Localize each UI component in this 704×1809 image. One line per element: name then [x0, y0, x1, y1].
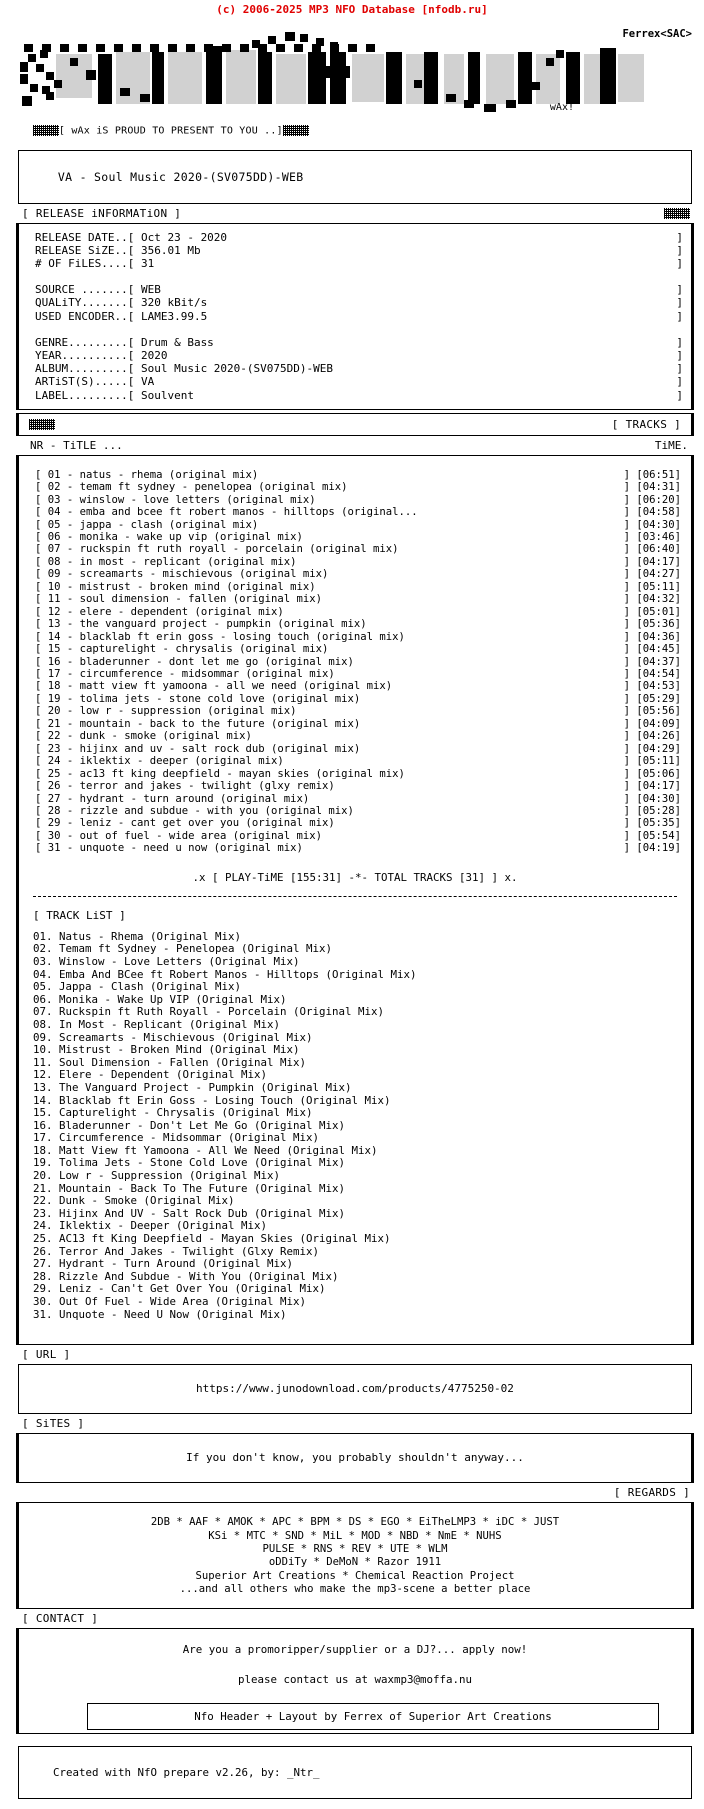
- track-title: [ 16 - bladerunner - dont let me go (original mix): [35, 655, 354, 668]
- track-title: [ 05 - jappa - clash (original mix): [35, 518, 259, 531]
- release-info-key: SOURCE .......[ WEB: [35, 283, 161, 297]
- track-time: ] [04:27]: [623, 568, 681, 581]
- track-list-item: 14. Blacklab ft Erin Goss - Losing Touch (Original Mix): [33, 1093, 391, 1107]
- created-with-box: [18, 1746, 692, 1799]
- release-info-row: [35, 362, 683, 375]
- track-list-item: 27. Hydrant - Turn Around (Original Mix): [33, 1257, 294, 1271]
- track-list-item: 23. Hijinx And UV - Salt Rock Dub (Original Mix): [33, 1206, 346, 1220]
- url-frame: [18, 1364, 692, 1414]
- contact-frame: [18, 1628, 692, 1734]
- track-row: [35, 730, 681, 742]
- created-with-text: Created with NfO prepare v2.26, by: _Ntr_: [53, 1765, 320, 1779]
- nfodb-copyright-banner: (c) 2006-2025 MP3 NFO Database [nfodb.ru]: [216, 3, 488, 16]
- track-row: [35, 693, 681, 705]
- track-title: [ 08 - in most - replicant (original mix): [35, 555, 297, 568]
- track-list-item: 06. Monika - Wake Up VIP (Original Mix): [33, 992, 287, 1006]
- release-info-row: [35, 389, 683, 402]
- track-title: [ 14 - blacklab ft erin goss - losing touch (original mix): [35, 630, 405, 643]
- regards-frame: [18, 1502, 692, 1608]
- track-time: ] [04:58]: [623, 506, 681, 519]
- track-time: ] [03:46]: [623, 531, 681, 543]
- track-row: [35, 793, 681, 805]
- release-info-frame: [18, 223, 692, 410]
- track-list-item: 05. Jappa - Clash (Original Mix): [33, 980, 242, 994]
- release-info-row: [35, 349, 683, 362]
- track-title: [ 30 - out of fuel - wide area (original mix): [35, 829, 323, 842]
- track-list-item: 18. Matt View ft Yamoona - All We Need (Original Mix): [33, 1143, 378, 1157]
- track-row: [35, 668, 681, 680]
- dither-block-icon-3: [664, 208, 690, 219]
- release-info-section-label: [0, 204, 704, 223]
- track-title: [ 12 - elere - dependent (original mix): [35, 605, 284, 618]
- track-title: [ 10 - mistrust - broken mind (original mix): [35, 580, 316, 593]
- track-row: [35, 755, 681, 767]
- track-title: [ 06 - monika - wake up vip (original mix): [35, 531, 303, 543]
- divider-rule: [33, 896, 677, 897]
- track-list-item: 28. Rizzle And Subdue - With You (Original Mix): [33, 1269, 339, 1283]
- release-info-row: [35, 244, 683, 257]
- track-time: ] [04:29]: [623, 742, 681, 755]
- track-list-item: 24. Iklektix - Deeper (Original Mix): [33, 1219, 268, 1233]
- track-title: [ 23 - hijinx and uv - salt rock dub (original mix): [35, 742, 361, 755]
- track-time: ] [04:37]: [623, 655, 681, 668]
- track-time: ] [05:35]: [623, 817, 681, 830]
- release-info-end-bracket: ]: [676, 335, 683, 349]
- release-info-key: RELEASE DATE..[ Oct 23 - 2020: [35, 230, 228, 244]
- artist-signature: Ferrex<SAC>: [622, 28, 692, 40]
- track-row: [35, 780, 681, 792]
- track-title: [ 03 - winslow - love letters (original mix): [35, 493, 316, 506]
- track-title: [ 31 - unquote - need u now (original mix): [35, 842, 303, 855]
- release-info-row: [35, 283, 683, 296]
- tracks-column-header: [0, 436, 704, 455]
- track-title: [ 24 - iklektix - deeper (original mix): [35, 755, 284, 768]
- url-label-text: [ URL ]: [22, 1348, 71, 1362]
- track-title: [ 22 - dunk - smoke (original mix): [35, 730, 252, 743]
- track-time: ] [04:31]: [623, 481, 681, 494]
- track-list-item: 19. Tolima Jets - Stone Cold Love (Original Mix): [33, 1156, 346, 1170]
- track-list-item: 16. Bladerunner - Don't Let Me Go (Original Mix): [33, 1118, 346, 1132]
- track-time: ] [04:53]: [623, 680, 681, 693]
- release-info-key: USED ENCODER..[ LAME3.99.5: [35, 309, 208, 323]
- track-list-heading: [ TRACK LiST ]: [33, 908, 126, 922]
- track-time: ] [06:40]: [623, 543, 681, 556]
- track-list-item: 30. Out Of Fuel - Wide Area (Original Mix): [33, 1295, 307, 1308]
- contact-label-text: [ CONTACT ]: [22, 1611, 99, 1625]
- track-row: [35, 494, 681, 506]
- playtime-summary: .x [ PLAY-TiME [155:31] -*- TOTAL TRACKS [31] ] x.: [192, 870, 518, 884]
- ascii-logo-art: [0, 18, 704, 114]
- track-title: [ 01 - natus - rhema (original mix): [35, 468, 259, 481]
- tracks-section-label: [27, 417, 683, 432]
- track-list-item: 02. Temam ft Sydney - Penelopea (Original Mix): [33, 942, 333, 956]
- sites-frame: [18, 1433, 692, 1483]
- release-info-end-bracket: ]: [676, 388, 683, 402]
- track-title: [ 25 - ac13 ft king deepfield - mayan skies (original mix): [35, 767, 405, 780]
- contact-line[interactable]: please contact us at waxmp3@moffa.nu: [237, 1672, 472, 1686]
- track-time: ] [05:28]: [623, 804, 681, 817]
- regards-line: ...and all others who make the mp3-scene a better place: [179, 1583, 531, 1596]
- track-row: [35, 556, 681, 568]
- track-time: ] [04:54]: [623, 667, 681, 680]
- release-info-list: [27, 227, 683, 406]
- sites-label-text: [ SiTES ]: [22, 1417, 85, 1431]
- release-info-key: QUALiTY.......[ 320 kBit/s: [35, 296, 208, 310]
- contact-lines: [27, 1632, 683, 1697]
- dither-block-icon: [33, 125, 59, 136]
- regards-line: 2DB * AAF * AMOK * APC * BPM * DS * EGO * EiTheLMP3 * iDC * JUST: [150, 1516, 560, 1529]
- track-list-item: 12. Elere - Dependent (Original Mix): [33, 1068, 268, 1082]
- track-time: ] [05:06]: [623, 767, 681, 780]
- release-info-row: [35, 296, 683, 309]
- tracks-frame: [18, 455, 692, 1345]
- release-info-end-bracket: ]: [676, 283, 683, 297]
- dither-block-icon-4: [29, 419, 55, 430]
- release-info-key: LABEL.........[ Soulvent: [35, 388, 194, 402]
- track-row: [35, 656, 681, 668]
- track-row: [35, 643, 681, 655]
- track-list-item: 04. Emba And BCee ft Robert Manos - Hilltops (Original Mix): [33, 967, 417, 981]
- tracks-col-time: TiME.: [654, 438, 688, 452]
- track-list-item: 01. Natus - Rhema (Original Mix): [33, 929, 242, 943]
- release-info-key: GENRE.........[ Drum & Bass: [35, 335, 214, 349]
- track-row: [35, 593, 681, 605]
- track-row: [35, 743, 681, 755]
- release-info-row: [35, 310, 683, 323]
- tracks-col-nr-title: NR - TiTLE ...: [30, 438, 123, 452]
- track-time: ] [05:54]: [623, 829, 681, 842]
- sites-text: If you don't know, you probably shouldn't anyway...: [186, 1451, 524, 1465]
- track-time: ] [04:32]: [623, 593, 681, 606]
- track-title: [ 04 - emba and bcee ft robert manos - hilltops (original...: [35, 506, 418, 519]
- release-info-end-bracket: ]: [676, 230, 683, 244]
- release-title: VA - Soul Music 2020-(SV075DD)-WEB: [57, 169, 304, 184]
- release-info-row: [35, 257, 683, 270]
- track-time: ] [05:56]: [623, 705, 681, 718]
- release-info-key: YEAR..........[ 2020: [35, 348, 168, 362]
- track-row: [35, 531, 681, 543]
- track-list-item: 17. Circumference - Midsommar (Original Mix): [33, 1131, 320, 1145]
- track-title: [ 17 - circumference - midsommar (original mix): [35, 667, 335, 680]
- track-time: ] [05:01]: [623, 605, 681, 618]
- track-row: [35, 830, 681, 842]
- regards-line: Superior Art Creations * Chemical Reaction Project: [195, 1569, 515, 1582]
- track-list-item: 07. Ruckspin ft Ruth Royall - Porcelain (Original Mix): [33, 1005, 385, 1019]
- track-row: [35, 481, 681, 493]
- contact-line: Are you a promoripper/supplier or a DJ?... apply now!: [182, 1642, 528, 1656]
- track-time: ] [04:26]: [623, 730, 681, 743]
- track-row: [35, 543, 681, 555]
- track-list-names: [27, 931, 683, 1341]
- regards-section-label: [0, 1483, 704, 1502]
- track-title: [ 02 - temam ft sydney - penelopea (original mix): [35, 481, 348, 494]
- track-list-item: 03. Winslow - Love Letters (Original Mix): [33, 954, 300, 968]
- track-list-item: 15. Capturelight - Chrysalis (Original Mix): [33, 1106, 313, 1120]
- tracks-list: [27, 459, 683, 859]
- url-value[interactable]: https://www.junodownload.com/products/4775250-02: [196, 1382, 514, 1396]
- track-time: ] [05:29]: [623, 692, 681, 705]
- ascii-logo-block: [0, 18, 704, 114]
- track-time: ] [04:09]: [623, 717, 681, 730]
- release-info-row: [35, 231, 683, 244]
- present-text: [ wAx iS PROUD TO PRESENT TO YOU ..]: [58, 125, 283, 137]
- track-title: [ 13 - the vanguard project - pumpkin (original mix): [35, 618, 367, 631]
- regards-line: KSi * MTC * SND * MiL * MOD * NBD * NmE * NUHS: [208, 1529, 502, 1542]
- track-title: [ 11 - soul dimension - fallen (original mix): [35, 593, 323, 606]
- track-row: [35, 469, 681, 481]
- release-title-box: [18, 150, 692, 204]
- layout-credit: Nfo Header + Layout by Ferrex of Superior Art Creations: [87, 1703, 659, 1730]
- tracks-label-frame: [18, 413, 692, 436]
- track-row: [35, 817, 681, 829]
- track-time: ] [04:36]: [623, 630, 681, 643]
- contact-line: [27, 1657, 683, 1672]
- release-info-key: ALBUM.........[ Soul Music 2020-(SV075DD)-WEB: [35, 362, 334, 376]
- dither-block-icon-2: [283, 125, 309, 136]
- track-row: [35, 805, 681, 817]
- release-info-row: [35, 375, 683, 388]
- track-list-item: 29. Leniz - Can't Get Over You (Original Mix): [33, 1282, 326, 1296]
- tracks-label-text: [ TRACKS ]: [611, 417, 681, 431]
- release-info-key: ARTiST(S).....[ VA: [35, 375, 155, 389]
- track-title: [ 20 - low r - suppression (original mix): [35, 705, 297, 718]
- track-row: [35, 618, 681, 630]
- track-time: ] [04:17]: [623, 780, 681, 793]
- track-row: [35, 680, 681, 692]
- track-time: ] [05:11]: [623, 580, 681, 593]
- release-info-end-bracket: ]: [676, 243, 683, 257]
- track-row: [35, 606, 681, 618]
- track-list-item: 21. Mountain - Back To The Future (Original Mix): [33, 1181, 346, 1195]
- track-time: ] [06:51]: [623, 468, 681, 481]
- track-time: ] [04:45]: [623, 643, 681, 656]
- track-time: ] [06:20]: [623, 493, 681, 506]
- track-list-item: 22. Dunk - Smoke (Original Mix): [33, 1194, 235, 1208]
- regards-list: [27, 1506, 683, 1604]
- release-info-key: # OF FiLES....[ 31: [35, 256, 155, 270]
- info-spacer: [35, 323, 683, 336]
- release-info-end-bracket: ]: [676, 309, 683, 323]
- regards-line: oDDiTy * DeMoN * Razor 1911: [268, 1556, 442, 1569]
- track-time: ] [04:17]: [623, 555, 681, 568]
- track-title: [ 07 - ruckspin ft ruth royall - porcelain (original mix): [35, 543, 399, 556]
- url-section-label: [0, 1345, 704, 1364]
- release-info-end-bracket: ]: [676, 296, 683, 310]
- track-list-item: 20. Low r - Suppression (Original Mix): [33, 1169, 281, 1183]
- track-title: [ 18 - matt view ft yamoona - all we need (original mix): [35, 680, 393, 693]
- track-row: [35, 768, 681, 780]
- release-info-end-bracket: ]: [676, 348, 683, 362]
- release-info-end-bracket: ]: [676, 256, 683, 270]
- contact-section-label: [0, 1609, 704, 1628]
- track-title: [ 09 - screamarts - mischievous (original mix): [35, 568, 329, 581]
- sites-section-label: [0, 1414, 704, 1433]
- track-row: [35, 842, 681, 854]
- track-time: ] [04:30]: [623, 518, 681, 531]
- track-list-item: 13. The Vanguard Project - Pumpkin (Original Mix): [33, 1080, 352, 1094]
- track-title: [ 29 - leniz - cant get over you (original mix): [35, 817, 335, 830]
- track-row: [35, 568, 681, 580]
- track-title: [ 15 - capturelight - chrysalis (original mix): [35, 643, 329, 656]
- track-list-item: 08. In Most - Replicant (Original Mix): [33, 1017, 281, 1031]
- release-info-row: [35, 336, 683, 349]
- release-info-end-bracket: ]: [676, 375, 683, 389]
- info-spacer: [35, 270, 683, 283]
- release-info-key: RELEASE SiZE..[ 356.01 Mb: [35, 243, 201, 257]
- track-list-item: 25. AC13 ft King Deepfield - Mayan Skies (Original Mix): [33, 1232, 391, 1246]
- track-row: [35, 718, 681, 730]
- release-info-label-text: [ RELEASE iNFORMATiON ]: [22, 206, 182, 220]
- track-row: [35, 519, 681, 531]
- track-time: ] [04:30]: [623, 792, 681, 805]
- proud-to-present-line: [0, 114, 704, 148]
- track-time: ] [04:19]: [623, 842, 681, 855]
- track-list-item: 31. Unquote - Need U Now (Original Mix): [33, 1307, 287, 1321]
- track-title: [ 27 - hydrant - turn around (original mix): [35, 792, 310, 805]
- track-time: ] [05:11]: [623, 755, 681, 768]
- track-row: [35, 506, 681, 518]
- track-list-item: 10. Mistrust - Broken Mind (Original Mix): [33, 1043, 300, 1057]
- track-title: [ 19 - tolima jets - stone cold love (original mix): [35, 692, 361, 705]
- release-info-end-bracket: ]: [676, 362, 683, 376]
- track-time: ] [05:36]: [623, 618, 681, 631]
- track-row: [35, 631, 681, 643]
- track-title: [ 21 - mountain - back to the future (original mix): [35, 717, 361, 730]
- track-row: [35, 581, 681, 593]
- track-title: [ 28 - rizzle and subdue - with you (original mix): [35, 804, 354, 817]
- group-tag: wAx!: [549, 102, 574, 113]
- track-list-item: 11. Soul Dimension - Fallen (Original Mix): [33, 1055, 307, 1069]
- track-list-item: 26. Terror And Jakes - Twilight (Glxy Remix): [33, 1244, 320, 1258]
- track-list-item: 09. Screamarts - Mischievous (Original Mix): [33, 1030, 313, 1044]
- track-row: [35, 705, 681, 717]
- regards-line: PULSE * RNS * REV * UTE * WLM: [262, 1543, 448, 1555]
- regards-label-text: [ REGARDS ]: [613, 1486, 690, 1500]
- track-title: [ 26 - terror and jakes - twilight (glxy remix): [35, 780, 335, 793]
